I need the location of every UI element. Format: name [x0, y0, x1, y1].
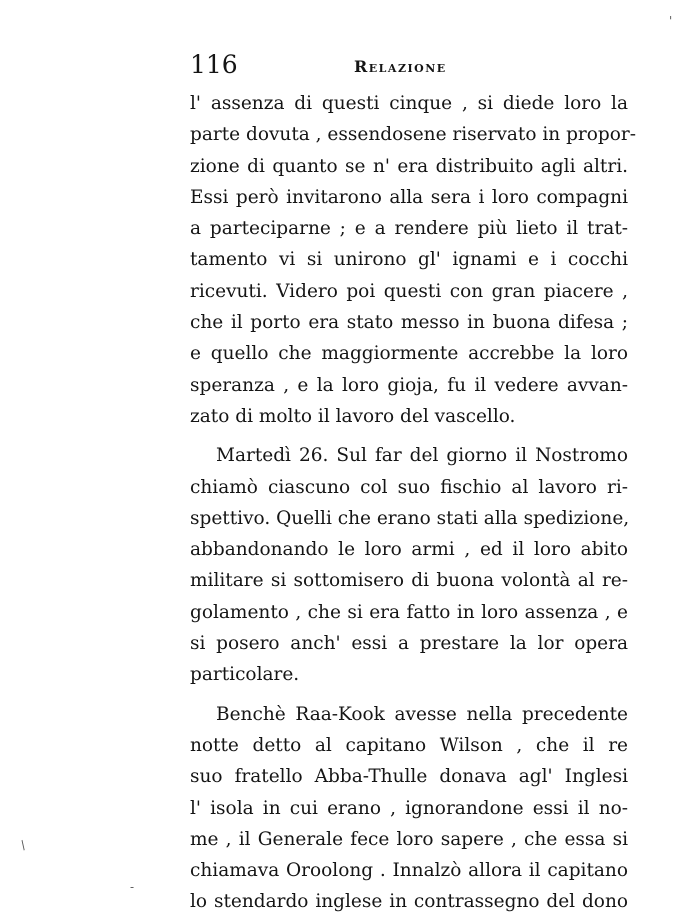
running-title: Relazione [354, 57, 447, 76]
text-line: zione di quanto se n' era distribuito agli altri. [190, 155, 628, 177]
text-line: notte detto al capitano Wilson , che il re [190, 734, 628, 756]
paragraph [190, 440, 628, 690]
text-line: me , il Generale fece loro sapere , che essa si [190, 828, 628, 850]
text-line: l' assenza di questi cinque , si diede loro la [190, 93, 628, 114]
stray-mark: - [130, 880, 135, 894]
text-line: zato di molto il lavoro del vascello. [190, 405, 516, 427]
text-line: che il porto era stato messo in buona difesa ; [190, 312, 628, 334]
text-line: suo fratello Abba-Thulle donava agl' Inglesi [190, 766, 628, 788]
text-line: speranza , e la loro gioja, fu il vedere avvan- [190, 374, 628, 396]
text-line: chiamava Oroolong . Innalzò allora il capitano [190, 860, 628, 882]
text-line: a parteciparne ; e a rendere più lieto il trat- [190, 218, 628, 240]
text-line: chiamò ciascuno col suo fischio al lavoro ri- [190, 476, 628, 498]
text-line: Benchè Raa-Kook avesse nella precedente [216, 703, 628, 725]
text-line: tamento vi si unirono gl' ignami e i cocchi [190, 249, 628, 271]
running-header [190, 50, 628, 80]
text-line: spettivo. Quelli che erano stati alla spedizione, [190, 507, 630, 529]
text-line: si posero anch' essi a prestare la lor opera [190, 633, 628, 655]
text-line: e quello che maggiormente accrebbe la loro [190, 343, 628, 365]
paragraph [190, 699, 628, 918]
page-number: 116 [190, 50, 238, 79]
text-line: parte dovuta , essendosene riservato in propor- [190, 124, 636, 146]
text-line: particolare. [190, 664, 300, 686]
text-line: lo stendardo inglese in contrassegno del dono [190, 891, 628, 913]
text-line: l' isola in cui erano , ignorandone essi il no- [190, 797, 628, 819]
body-text [190, 88, 636, 918]
text-line: ricevuti. Videro poi questi con gran piacere , [190, 280, 628, 302]
paragraph [190, 88, 636, 432]
stray-mark: / [17, 837, 29, 853]
text-line: Martedì 26. Sul far del giorno il Nostromo [216, 445, 628, 467]
text-line: abbandonando le loro armi , ed il loro abito [190, 539, 628, 561]
text-line: Essi però invitarono alla sera i loro compagni [190, 186, 628, 208]
stray-mark: ' [669, 14, 673, 28]
text-line: militare si sottomisero di buona volontà al re- [190, 570, 628, 592]
text-line: golamento , che si era fatto in loro assenza , e [190, 601, 628, 623]
